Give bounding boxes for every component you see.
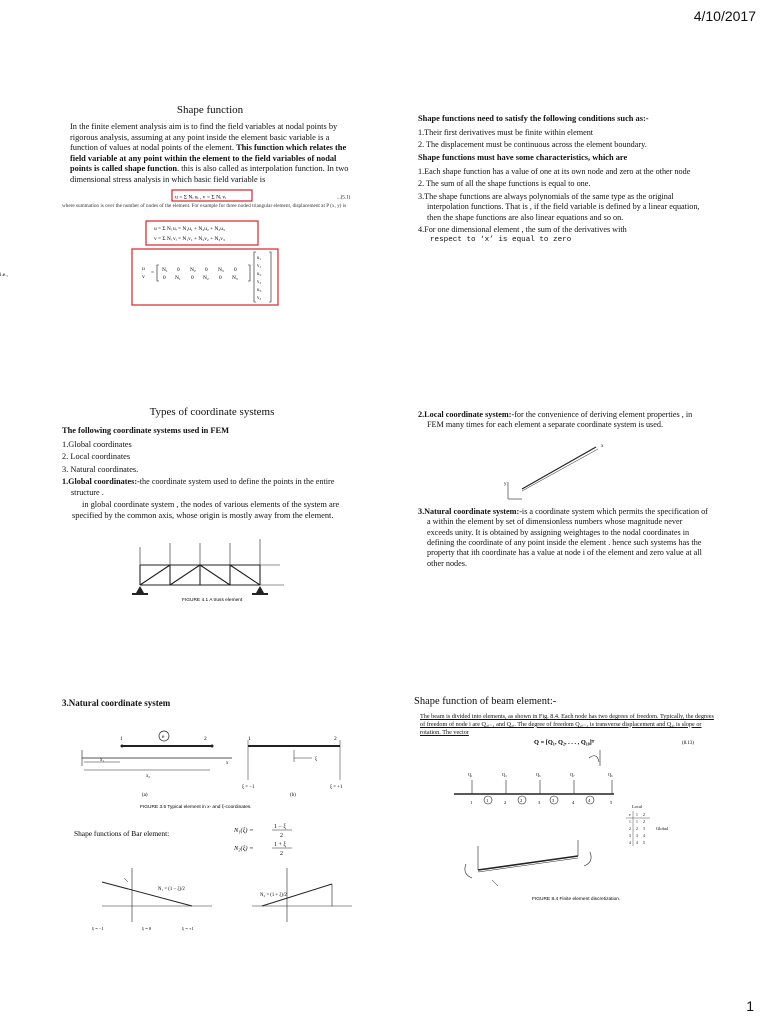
svg-text:0: 0 — [205, 266, 208, 273]
svg-text:Q₁: Q₁ — [468, 772, 473, 778]
list-item: 3. Natural coordinates. — [62, 464, 139, 474]
svg-text:u = Σ Nᵢ uᵢ , v = Σ Nᵢ vᵢ: u = Σ Nᵢ uᵢ , v = Σ Nᵢ vᵢ — [175, 194, 227, 201]
slide-beam-element — [414, 696, 714, 906]
beam-description: The beam is divided into elements, as shown in Fig. 8.4. Each node has two degrees of freedom. Typically, the degrees of freedom of node i are Q₂ᵢ₋₁ and Q₂ᵢ. The degree of freedom Q₂ᵢ₋₁ is transverse displacement and Q₂ᵢ is slope or rotation. The vector — [420, 713, 714, 736]
svg-text:3: 3 — [636, 834, 638, 839]
svg-text:v: v — [142, 273, 145, 280]
characteristic-item: 2. The sum of all the shape functions is equal to one. — [418, 179, 591, 189]
characteristic-item: 1.Each shape function has a value of one at its own node and zero at the other node — [418, 167, 691, 176]
svg-text:N₂ = (1 + ξ)/2: N₂ = (1 + ξ)/2 — [260, 893, 287, 898]
svg-text:e: e — [629, 813, 631, 818]
svg-text:3: 3 — [643, 827, 645, 832]
svg-text:v₁: v₁ — [257, 263, 262, 269]
svg-text:e: e — [162, 734, 165, 740]
subtitle: The following coordinate systems used in FEM — [62, 426, 230, 435]
svg-text:2: 2 — [204, 736, 207, 742]
svg-text:2: 2 — [334, 736, 337, 742]
characteristic-item: 4.For one dimensional element , the sum of the derivatives with — [418, 225, 627, 235]
svg-text:0: 0 — [219, 274, 222, 281]
svg-text:N₁ = (1 − ξ)/2: N₁ = (1 − ξ)/2 — [158, 887, 185, 892]
svg-text:0: 0 — [163, 274, 166, 281]
svg-text:ξ = +1: ξ = +1 — [330, 785, 343, 790]
characteristics-heading: Shape functions must have some characteristics, which are — [418, 153, 628, 163]
svg-text:ξ = +1: ξ = +1 — [182, 926, 194, 931]
svg-text:Q₉: Q₉ — [608, 772, 613, 778]
svg-text:2: 2 — [280, 833, 283, 839]
svg-text:x₂: x₂ — [146, 774, 151, 779]
svg-text:(a): (a) — [142, 793, 148, 798]
global-coordinates-detail: in global coordinate system , the nodes of various elements of the system are specified by the common axis, whose origin is mostly away from the element. — [72, 500, 340, 520]
svg-text:3: 3 — [552, 798, 555, 804]
svg-text:N₁: N₁ — [162, 266, 168, 273]
svg-text:N₁: N₁ — [175, 274, 181, 281]
svg-text:(b): (b) — [290, 793, 296, 798]
svg-text:u = Σ Nᵢ uᵢ = N₁u₁ + N₂u₂ + N₃: u = Σ Nᵢ uᵢ = N₁u₁ + N₂u₂ + N₃u₃ — [154, 225, 225, 232]
svg-text:4: 4 — [636, 841, 638, 846]
svg-text:FIGURE 3.5 Typical element in: FIGURE 3.5 Typical element in x- and ξ-coordinates. — [140, 805, 252, 810]
svg-text:2: 2 — [280, 851, 283, 857]
svg-text:u₁: u₁ — [257, 255, 262, 261]
svg-text:1: 1 — [636, 820, 638, 825]
svg-text:0: 0 — [191, 274, 194, 281]
svg-text:u₂: u₂ — [257, 271, 262, 277]
slide-coordinate-systems — [62, 406, 362, 603]
svg-text:v₃: v₃ — [257, 295, 262, 301]
global-coordinates-definition: 1.Global coordinates:-the coordinate system used to define the points in the entire structure . — [62, 477, 335, 497]
svg-text:Q = [Q₁, Q₂, . . . , Q₁₀]ᵀ: Q = [Q₁, Q₂, . . . , Q₁₀]ᵀ — [534, 739, 595, 747]
svg-text:x: x — [226, 761, 229, 766]
svg-text:2: 2 — [520, 798, 523, 804]
svg-text:ξ: ξ — [315, 757, 318, 762]
bar-element-figures — [62, 714, 362, 946]
svg-text:Q₅: Q₅ — [536, 772, 541, 778]
svg-text:(8.13): (8.13) — [682, 741, 695, 747]
svg-text:1: 1 — [248, 736, 251, 742]
svg-text:v = Σ Nᵢ vᵢ = N₁v₁ + N₂v₂ + N₃: v = Σ Nᵢ vᵢ = N₁v₁ + N₂v₂ + N₃v₃ — [154, 235, 225, 242]
svg-text:ξ = −1: ξ = −1 — [92, 926, 104, 931]
local-coordinate-figure — [418, 437, 710, 507]
svg-text:3: 3 — [629, 834, 631, 839]
svg-text:1: 1 — [470, 800, 473, 806]
svg-text:1: 1 — [636, 813, 638, 818]
svg-text:4: 4 — [629, 841, 631, 846]
svg-text:ξ = −1: ξ = −1 — [242, 785, 255, 790]
list-item: 1.Global coordinates — [62, 439, 132, 449]
slide-natural-coordinate-bar — [62, 698, 362, 946]
svg-text:N₂: N₂ — [190, 266, 196, 273]
svg-text:Local: Local — [632, 804, 642, 810]
intro-paragraph: In the finite element analysis aim is to find the field variables at nodal points by rigorous analysis, assuming at any point inside the element basic variable is a function of values at nodal points of the element. This function which relates the field variable at any point within the element to the field variables of nodal points is called shape function. this is also called as interpolation function. In two dimensional stress analysis in which basic field variable is — [70, 122, 349, 184]
slide-shape-function — [0, 104, 358, 306]
svg-text:4: 4 — [588, 798, 591, 804]
condition-item: 1.Their first derivatives must be finite within element — [418, 127, 594, 137]
svg-text:1: 1 — [486, 798, 489, 804]
svg-text:Shape functions of Bar element: Shape functions of Bar element: — [74, 829, 170, 838]
svg-text:4: 4 — [572, 800, 575, 806]
svg-text:N₂: N₂ — [203, 274, 209, 281]
svg-text:x₁: x₁ — [100, 758, 105, 763]
svg-text:2: 2 — [636, 827, 638, 832]
slide-title: Types of coordinate systems — [149, 406, 275, 418]
svg-text:0: 0 — [177, 266, 180, 273]
svg-text:1: 1 — [629, 820, 631, 825]
conditions-heading: Shape functions need to satisfy the following conditions such as:- — [418, 114, 649, 123]
svg-text:y: y — [504, 481, 507, 487]
local-coordinates-definition: 2.Local coordinate system:-for the convenience of deriving element properties , in FEM many times for each element a separate coordinate system is used. — [418, 410, 693, 430]
svg-text:0: 0 — [234, 266, 237, 273]
svg-text:=: = — [151, 269, 155, 276]
svg-text:u₃: u₃ — [257, 287, 262, 293]
svg-text:N₂(ξ) =: N₂(ξ) = — [234, 845, 254, 852]
svg-text:3: 3 — [538, 800, 541, 806]
list-item: 2. Local coordinates — [62, 452, 131, 462]
page-number: 1 — [746, 998, 754, 1014]
header-date: 4/10/2017 — [693, 8, 756, 24]
svg-text:...(5.1): ...(5.1) — [337, 195, 351, 201]
characteristic-item: 3.The shape functions are always polynomials of the same type as the original interpolation functions. That is , if the field variable is defined by a linear equation, then the shape functions are also linear equations and so on. — [418, 191, 700, 222]
slide-title: Shape function of beam element:- — [414, 696, 557, 707]
svg-text:i.e.,: i.e., — [0, 271, 8, 278]
slide-title: 3.Natural coordinate system — [62, 698, 171, 708]
truss-figure — [62, 525, 362, 603]
natural-coordinates-definition: 3.Natural coordinate system:-is a coordinate system which permits the specification of a within the element by set of dimensionless numbers whose magnitude never exceeds unity. It is obtained by assigning weightages to the nodal coordinates in defining the coordinate of any point inside the element . hence such systems has the property that ith coordinate has a value at node i of the element and zero value at all other nodes. — [418, 506, 708, 568]
svg-text:5: 5 — [643, 841, 645, 846]
svg-text:1 − ξ: 1 − ξ — [274, 824, 287, 830]
shape-function-equations: u = Σ Nᵢ uᵢ , v = Σ Nᵢ vᵢ ...(5.1) where summation is over the number of nodes of the element. For example for three noded triangular element, displacement at P (x, y) is u = Σ Nᵢ uᵢ = N₁u₁ + N₂u₂ + N₃u₃ v = Σ Nᵢ vᵢ = N₁v₁ + N₂v₂ + N₃v₃ i.e., u v = N₁ 0 N₂ 0 N₃ 0 0 N₁ 0 N₂ 0 N₃ u₁ v₁ u₂ v₂ u₃ v₃ — [62, 186, 358, 306]
svg-text:2: 2 — [643, 813, 645, 818]
slide-shape-function-conditions — [418, 114, 710, 246]
slide-local-natural-coordinates — [418, 410, 710, 571]
svg-text:2: 2 — [629, 827, 631, 832]
svg-text:v₂: v₂ — [257, 279, 262, 285]
svg-text:1 + ξ: 1 + ξ — [274, 842, 287, 848]
svg-text:N₁(ξ) =: N₁(ξ) = — [234, 827, 254, 834]
svg-text:1: 1 — [120, 736, 123, 742]
condition-item: 2. The displacement must be continuous across the element boundary. — [418, 140, 647, 149]
slide-title: Shape function — [176, 104, 244, 116]
svg-text:N₃: N₃ — [218, 266, 224, 273]
svg-text:u: u — [142, 265, 145, 272]
beam-discretization-figure — [414, 736, 714, 906]
svg-text:FIGURE 8.4 Finite element dis: FIGURE 8.4 Finite element discretization. — [532, 897, 621, 903]
svg-text:x: x — [601, 443, 604, 449]
svg-text:Q₃: Q₃ — [502, 772, 507, 778]
svg-text:FIGURE 4.1 A truss element: FIGURE 4.1 A truss element — [182, 598, 243, 604]
svg-text:4: 4 — [643, 834, 645, 839]
svg-text:Q₇: Q₇ — [570, 772, 575, 778]
svg-text:ξ = 0: ξ = 0 — [142, 926, 152, 931]
svg-text:N₃: N₃ — [232, 274, 238, 281]
svg-text:5: 5 — [610, 800, 613, 806]
svg-text:Global: Global — [656, 826, 668, 832]
characteristic-item-continued: respect to ‘x’ is equal to zero — [430, 236, 572, 245]
svg-text:2: 2 — [643, 820, 645, 825]
svg-text:2: 2 — [504, 800, 507, 806]
